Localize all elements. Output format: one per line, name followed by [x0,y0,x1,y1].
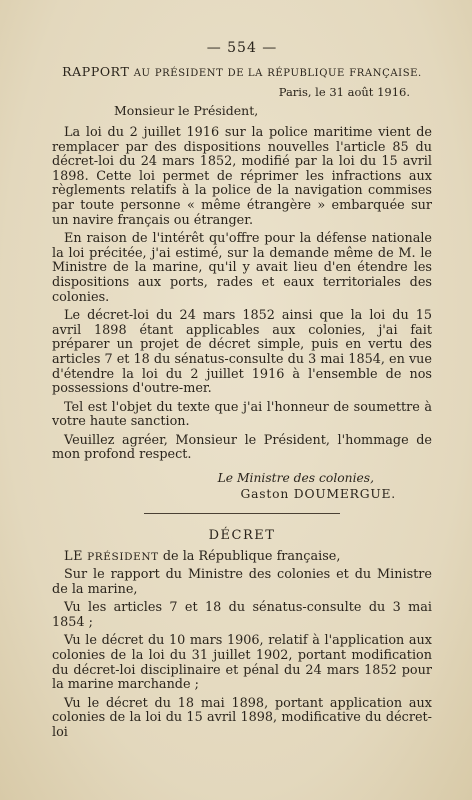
title-word-francaise: FRANÇAISE. [349,68,422,79]
decret-considerant: Vu les articles 7 et 18 du sénatus-consulte du 3 mai 1854 ; [52,600,432,630]
signature-title: Le Ministre des colonies, [217,471,374,486]
report-title [52,64,432,79]
preamble-le: LE [64,549,84,565]
preamble-president: PRÉSIDENT [87,551,159,564]
salutation: Monsieur le Président, [114,103,259,118]
report-paragraph: La loi du 2 juillet 1916 sur la police maritime vient de remplacer par des dispositions nouvelles l'article 85 du décret-loi du 24 mars 1852, modifié par la loi du 15 avril 1898. Cette loi permet de réprimer les infractions aux règlements relatifs à la police de la navigation commises par toute personne « même étrangère » embarquée sur un navire français ou étranger. [52,125,432,228]
title-word-republique: RÉPUBLIQUE [267,68,345,79]
decret-preamble [64,549,432,564]
decret-considerant: Vu le décret du 18 mai 1898, portant application aux colonies de la loi du 15 avril 1898, modificative du décret-loi [52,695,432,740]
title-word-de-la: DE LA [227,68,263,79]
report-paragraph: Tel est l'objet du texte que j'ai l'honneur de soumettre à votre haute sanction. [52,399,432,430]
decret-considerant: Sur le rapport du Ministre des colonies et du Ministre de la marine, [52,567,432,597]
preamble-rest: de la République française, [162,549,341,565]
decret-considerant: Vu le décret du 10 mars 1906, relatif à l'application aux colonies de la loi du 31 juillet 1902, portant modification du décret-loi disciplinaire et pénal du 24 mars 1852 pour la marine marchande ; [52,633,432,693]
section-divider [144,513,340,514]
title-word-rapport: RAPPORT [62,64,130,79]
report-paragraph: En raison de l'intérêt qu'offre pour la défense nationale la loi précitée, j'ai estimé, sur la demande même de M. le Ministre de la marine, qu'il y avait lieu d'en étendre les dispositions aux ports, rades et eaux territoriales des colonies. [52,231,432,305]
page-number: — 554 — [206,40,278,56]
report-paragraph: Le décret-loi du 24 mars 1852 ainsi que la loi du 15 avril 1898 étant applicables aux colonies, j'ai fait préparer un projet de décret simple, puis en vertu des articles 7 et 18 du sénatus-consulte du 3 mai 1854, en vue d'étendre la loi du 2 juillet 1916 à l'ensemble de nos possessions d'outre-mer. [52,308,432,397]
title-word-president: PRÉSIDENT [154,68,224,79]
dateline: Paris, le 31 août 1916. [278,85,410,99]
signature-name: Gaston DOUMERGUE. [240,487,396,502]
decret-title: DÉCRET [208,528,276,544]
title-word-au: AU [133,68,151,79]
report-paragraph: Veuillez agréer, Monsieur le Président, l'hommage de mon profond respect. [52,432,432,463]
